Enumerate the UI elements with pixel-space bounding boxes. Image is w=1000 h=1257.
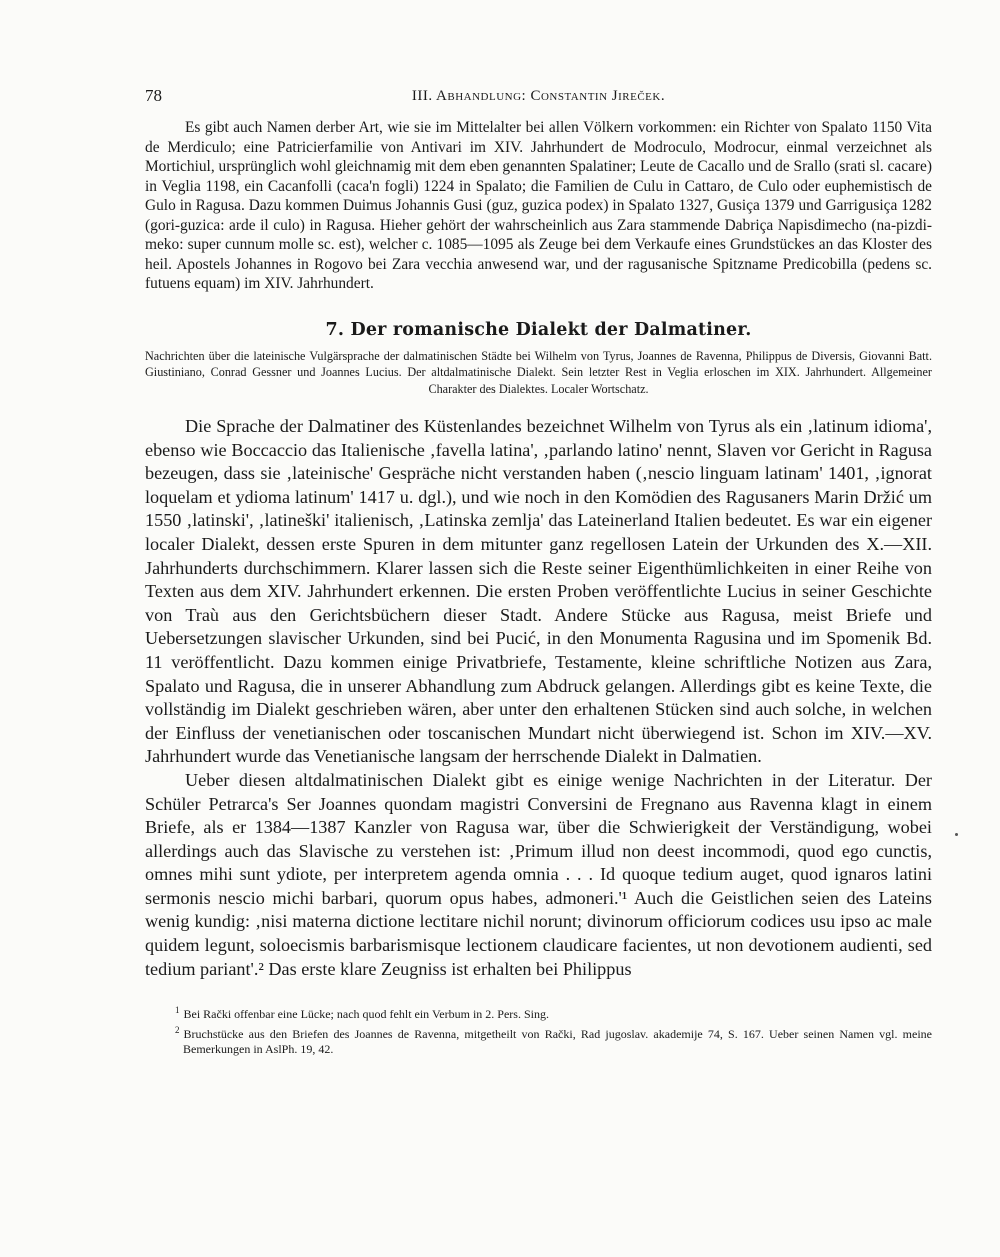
body-paragraph-2: Ueber diesen altdalmatinischen Dialekt gibt es einige wenige Nachrichten in der Literatur. Der Schüler Petrarca's Ser Joannes quondam magistri Conversini de Fregnano aus Ravenna klagt in einem Briefe, als er 1384—1387 Kanzler von Ragusa war, über die Schwierigkeit der Verständigung, wobei allerdings auch das Slavische zu verstehen ist: ‚Primum illud non deest incommodi, quod ego cunctis, omnes mihi sunt ydiote, per interpretem agenda omnia . . . Id quoque tedium auget, quod ignaros latini sermonis nescio michi barbari, quorum opus habes, admoneri.'¹ Auch die Geistlichen seien des Lateins wenig kundig: ‚nisi materna dictione lectitare nichil norunt; divinorum officiorum codices usu ipso ac male quidem legunt, soloecismis barbarismisque lectionem claudicare facientes, ut non devotionem audienti, sed tedium pariant'.² Das erste klare Zeugniss ist erhalten bei Philippus bbox=[145, 769, 932, 979]
margin-mark bbox=[955, 833, 958, 836]
section-title: 7. Der romanische Dialekt der Dalmatiner. bbox=[325, 319, 752, 340]
intro-paragraph: Es gibt auch Namen derber Art, wie sie im Mittelalter bei allen Völkern vorkommen: ein Richter von Spalato 1150 Vita de Merdiculo; eine Patricierfamilie von Antivari im XIV. Jahrhundert de Modroculo, Modrocur, einmal verzeichnet als Mortichiul, ursprünglich wohl gleichnamig mit dem eben genannten Spalatiner; Leute de Cacallo und de Srallo (srati sl. cacare) in Veglia 1198, ein Cacanfolli (caca'n fogli) 1224 in Spalato; die Familien de Culu in Cattaro, de Culo oder euphemistisch de Gulo in Ragusa. Dazu kommen Duimus Johannis Gusi (guz, guzica podex) in Spalato 1327, Gusiça 1379 und Garrigusiça 1282 (gori-guzica: arde il culo) in Ragusa. Hieher gehört der wahrscheinlich aus Zara stammende Dabriça Napisdimecho (na-pizdi-meko: super cunnum molle sc. est), welcher c. 1085—1095 als Zeuge bei dem Verkaufe eines Grundstückes an das Kloster des heil. Apostels Johannes in Rogovo bei Zara vecchia anwesend war, und der ragusanische Spitzname Predicobilla (pedens sc. futuens equam) im XIV. Jahrhundert. bbox=[145, 119, 932, 292]
footnote-number: 2 bbox=[175, 1025, 180, 1036]
section-abstract: Nachrichten über die lateinische Vulgärsprache der dalmatinischen Städte bei Wilhelm von Tyrus, Joannes de Ravenna, Philippus de Diversis, Giovanni Batt. Giustiniano, Conrad Gessner und Joannes Lucius. Der altdalmatinische Dialekt. Sein letzter Rest in Veglia erloschen im XIX. Jahrhundert. Allgemeiner Charakter des Dialektes. Localer Wortschatz. bbox=[145, 348, 932, 396]
footnote-text: Bei Rački offenbar eine Lücke; nach quod fehlt ein Verbum in 2. Pers. Sing. bbox=[183, 1007, 549, 1022]
body-paragraph-1: Die Sprache der Dalmatiner des Küstenlandes bezeichnet Wilhelm von Tyrus als ein ‚latinum idioma', ebenso wie Boccaccio das Italienische ‚favella latina', ‚parlando latino' nennt, Slaven vor Gericht in Ragusa bezeugen, dass sie ‚lateinische' Gespräche nicht verstanden haben (‚nescio linguam latinam' 1401, ‚ignorat loquelam et ydioma latinum' 1417 u. dgl.), und wie noch in den Komödien des Ragusaners Marin Držić um 1550 ‚latinski', ‚latineški' italienisch, ‚Latinska zemlja' das Lateinerland Italien bedeutet. Es war ein eigener localer Dialekt, dessen erste Spuren in dem mitunter ganz regellosen Latein der Urkunden des X.—XII. Jahrhunderts durchschimmern. Klarer lassen sich die Reste seiner Eigenthümlichkeiten in einer Reihe von Texten aus dem XIV. Jahrhundert erkennen. Die ersten Proben veröffentlichte Lucius in seiner Geschichte von Traù aus den Gerichtsbüchern dieser Stadt. Andere Stücke aus Ragusa, meist Briefe und Uebersetzungen slavischer Urkunden, sind bei Pucić, in den Monumenta Ragusina und im Spomenik Bd. 11 veröffentlicht. Dazu kommen einige Privatbriefe, Testamente, kleine schriftliche Notizen aus Zara, Spalato und Ragusa, die in unserer Abhandlung zum Abdruck gelangen. Allerdings gibt es keine Texte, die vollständig im Dialekt geschrieben wären, aber unter den erhaltenen Stücken sind auch solche, in welchen der Einfluss der venetianischen oder toscanischen Mundart nicht überwiegend ist. Schon im XIV.—XV. Jahrhundert wurde das Venetianische langsam der herrschende Dialekt in Dalmatien. bbox=[145, 416, 932, 767]
footnote-2 bbox=[175, 1023, 932, 1057]
running-head bbox=[145, 80, 932, 110]
page-number: 78 bbox=[145, 86, 162, 105]
footnote-1 bbox=[175, 1003, 932, 1022]
page bbox=[145, 80, 932, 1058]
footnote-number: 1 bbox=[175, 1005, 180, 1016]
footnote-text: Bruchstücke aus den Briefen des Joannes de Ravenna, mitgetheilt von Rački, Rad jugoslav. akademije 74, S. 167. Ueber seinen Namen vgl. meine Bemerkungen in AslPh. 19, 42. bbox=[183, 1027, 932, 1057]
running-title: III. Abhandlung: Constantin Jireček. bbox=[411, 88, 666, 104]
footnotes bbox=[145, 1003, 932, 1057]
